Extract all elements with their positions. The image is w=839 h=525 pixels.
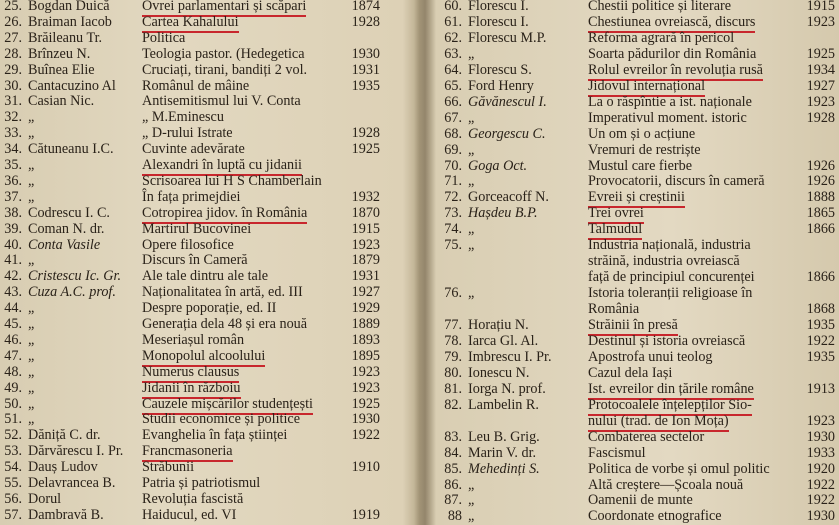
entry-year: 1879 (351, 252, 380, 269)
entry-year: 1866 (806, 269, 835, 286)
entry-author: Marin V. dr. (468, 444, 537, 461)
book-gutter (414, 0, 436, 525)
entry-title: Talmudul (588, 220, 642, 240)
entry-author: „ (468, 492, 475, 509)
entry-author: „ (28, 157, 35, 173)
entry-title: Cauzele mișcărilor studențești (142, 395, 313, 415)
entry-year: 1888 (806, 189, 835, 206)
entry-title: Politica (142, 29, 186, 46)
entry-num: 85. (444, 460, 462, 477)
entry-year: 1929 (351, 300, 380, 317)
entry-num: 74. (444, 221, 462, 238)
entry-num: 61. (444, 13, 462, 30)
entry-title: „ M.Eminescu (142, 109, 224, 126)
entry-title: Jidovul internațional (588, 77, 705, 97)
entry-author: „ (28, 395, 35, 412)
entry-title: Cruciați, tirani, bandiți 2 vol. (142, 61, 308, 78)
entry-num: 35. (4, 157, 22, 173)
entry-title: Vremuri de restriște (588, 141, 701, 158)
entry-author: Georgescu C. (468, 125, 546, 142)
entry-title: Destinul și istoria ovreiască (588, 332, 746, 349)
entry-num: 82. (444, 396, 462, 413)
entry-num: 44. (4, 300, 22, 317)
entry-year: 1928 (806, 109, 835, 126)
entry-author: Găvănescul I. (468, 93, 547, 110)
entry-year: 1922 (806, 476, 835, 493)
entry-title: Scrisoarea lui H S Chamberlain (142, 172, 322, 189)
entry-num: 40. (4, 236, 22, 253)
entry-author: Lambelin R. (468, 396, 539, 413)
entry-num: 57. (4, 506, 22, 523)
entry-author: „ (468, 508, 475, 525)
entry-year: 1893 (351, 331, 380, 348)
entry-num: 72. (444, 189, 462, 206)
entry-title: Reforma agrară în pericol (588, 29, 735, 46)
entry-year: 1925 (351, 395, 380, 412)
entry-year: 1889 (351, 316, 380, 332)
entry-year: 1926 (806, 157, 835, 174)
entry-author: Gorceacoff N. (468, 189, 549, 206)
entry-year: 1932 (351, 188, 380, 205)
entry-title: Teologia pastor. (Hedegetica (142, 45, 305, 62)
entry-num: 76. (444, 285, 462, 302)
entry-title: Ist. evreilor din țările române (588, 380, 754, 400)
entry-author: Horațiu N. (468, 317, 529, 333)
entry-num: 25. (4, 0, 22, 14)
entry-num: 83. (444, 428, 462, 445)
entry-year: 1910 (351, 459, 380, 476)
entry-title: Numerus clausus (142, 363, 239, 383)
entry-year: 1919 (351, 506, 380, 523)
entry-year: 1923 (351, 236, 380, 253)
entry-title: Francmasoneria (142, 442, 233, 462)
entry-title: străină, industria ovreiască (588, 253, 740, 270)
entry-author: Cristescu Ic. Gr. (28, 268, 122, 285)
entry-num: 65. (444, 77, 462, 94)
entry-year: 1922 (806, 332, 835, 349)
entry-title: Discurs în Cameră (142, 252, 248, 269)
entry-num: 43. (4, 284, 22, 301)
entry-title: Cotropirea jidov. în România (142, 204, 307, 224)
entry-author: Florescu M.P. (468, 29, 547, 46)
entry-year: 1934 (806, 61, 835, 78)
entry-year: 1895 (351, 347, 380, 364)
entry-title: Protocoalele înțelepților Sio- (588, 396, 752, 416)
entry-title: Cuvinte adevărate (142, 141, 245, 158)
entry-year: 1923 (351, 379, 380, 396)
entry-author: Bogdan Duică (28, 0, 110, 14)
entry-title: Românul de mâine (142, 77, 250, 94)
entry-author: „ (28, 379, 35, 396)
entry-year: 1868 (806, 301, 835, 318)
entry-title: Martirul Bucovinei (142, 220, 252, 237)
entry-num: 77. (444, 317, 462, 333)
entry-year: 1913 (806, 380, 835, 397)
entry-author: Dorul (28, 490, 62, 507)
entry-num: 50. (4, 395, 22, 412)
entry-author: Ionescu N. (468, 364, 530, 381)
entry-author: Dambravă B. (28, 506, 104, 523)
entry-title: La o răspîntie a ist. naționale (588, 93, 752, 110)
entry-year: 1935 (806, 317, 835, 333)
entry-author: Ford Henry (468, 77, 534, 94)
entry-title: Un om și o acțiune (588, 125, 696, 142)
entry-num: 38. (4, 204, 22, 221)
entry-title: Imperativul moment. istoric (588, 109, 747, 126)
entry-title: Mustul care fierbe (588, 157, 692, 174)
entry-num: 46. (4, 331, 22, 348)
entry-title: În fața primejdiei (142, 188, 241, 205)
entry-title: Chestii politice și literare (588, 0, 732, 14)
entry-num: 28. (4, 45, 22, 62)
entry-year: 1920 (806, 460, 835, 477)
entry-title: față de principiul concurenței (588, 269, 755, 286)
entry-author: Leu B. Grig. (468, 428, 540, 445)
entry-year: 1923 (351, 363, 380, 380)
entry-num: 54. (4, 459, 22, 476)
entry-year: 1928 (351, 13, 380, 30)
entry-author: Dărvărescu I. Pr. (28, 443, 124, 460)
entry-author: Coman N. dr. (28, 220, 105, 237)
entry-num: 80. (444, 364, 462, 381)
entry-author: „ (28, 347, 35, 364)
entry-num: 53. (4, 443, 22, 460)
entry-author: Dăniță C. dr. (28, 427, 101, 444)
entry-author: „ (28, 300, 35, 317)
entry-year: 1923 (806, 412, 835, 429)
entry-num: 84. (444, 444, 462, 461)
entry-title: Ale tale dintru ale tale (142, 268, 269, 285)
entry-num: 73. (444, 205, 462, 222)
entry-num: 69. (444, 141, 462, 158)
entry-year: 1922 (351, 427, 380, 444)
entry-author: „ (28, 411, 35, 428)
entry-title: Antisemitismul lui V. Conta (142, 93, 301, 110)
entry-num: 32. (4, 109, 22, 126)
entry-year: 1930 (806, 428, 835, 445)
entry-year: 1866 (806, 221, 835, 238)
entry-title: Combaterea sectelor (588, 428, 705, 445)
entry-author: Goga Oct. (468, 157, 528, 174)
entry-author: Cătuneanu I.C. (28, 141, 114, 158)
entry-author: Codrescu I. C. (28, 204, 110, 221)
entry-title: Provocatorii, discurs în cameră (588, 173, 765, 190)
entry-year: 1915 (806, 0, 835, 14)
entry-title: Despre poporație, ed. II (142, 300, 277, 317)
entry-year: 1926 (806, 173, 835, 190)
entry-author: „ (28, 316, 35, 332)
entry-author: Florescu S. (468, 61, 532, 78)
entry-num: 78. (444, 332, 462, 349)
entry-title: Jidanii în războiu (142, 379, 241, 399)
entry-num: 36. (4, 172, 22, 189)
entry-row (0, 506, 418, 524)
entry-author: Brînzeu N. (28, 45, 91, 62)
entry-num: 39. (4, 220, 22, 237)
entry-num: 49. (4, 379, 22, 396)
entry-num: 26. (4, 13, 22, 30)
entry-title: Haiducul, ed. VI (142, 506, 237, 523)
entry-author: „ (28, 331, 35, 348)
entry-title: Naționalitatea în artă, ed. III (142, 284, 303, 301)
entry-year: 1931 (351, 268, 380, 285)
entry-title: nului (trad. de Ion Moța) (588, 412, 729, 432)
entry-author: Conta Vasile (28, 236, 101, 253)
entry-year: 1922 (806, 492, 835, 509)
entry-author: Cantacuzino Al (28, 77, 116, 94)
entry-num: 52. (4, 427, 22, 444)
entry-num: 62. (444, 29, 462, 46)
entry-author: Delavrancea B. (28, 475, 116, 491)
entry-author: „ (468, 45, 475, 62)
entry-author: „ (468, 237, 475, 254)
entry-num: 86. (444, 476, 462, 493)
entry-num: 51. (4, 411, 22, 428)
entry-author: „ (468, 285, 475, 302)
entry-row (438, 507, 839, 525)
entry-year: 1870 (351, 204, 380, 221)
entry-author: Buînea Elie (28, 61, 95, 78)
entry-author: „ (468, 173, 475, 190)
left-page (0, 0, 418, 525)
entry-author: „ (468, 221, 475, 238)
entry-author: Casian Nic. (28, 93, 95, 110)
entry-title: Cartea Kahalului (142, 13, 239, 33)
entry-title: Meseriașul român (142, 331, 245, 348)
entry-title: Evanghelia în fața științei (142, 427, 288, 444)
entry-title: Cazul dela Iași (588, 364, 673, 381)
entry-author: „ (28, 172, 35, 189)
entry-author: Braiman Iacob (28, 13, 112, 30)
entry-author: Imbrescu I. Pr. (468, 348, 552, 365)
entry-title: Rolul evreilor în revoluția rusă (588, 61, 763, 81)
entry-year: 1865 (806, 205, 835, 222)
entry-author: „ (468, 109, 475, 126)
entry-year: 1935 (351, 77, 380, 94)
entry-title: „ D-rului Istrate (142, 125, 233, 142)
entry-author: Hașdeu B.P. (468, 205, 538, 222)
entry-year: 1933 (806, 444, 835, 461)
entry-title: Oamenii de munte (588, 492, 693, 509)
entry-num: 45. (4, 316, 22, 332)
entry-title: Monopolul alcoolului (142, 347, 265, 367)
entry-title: Străbunii (142, 459, 195, 476)
entry-title: Istoria toleranții religioase în (588, 285, 753, 302)
entry-num: 63. (444, 45, 462, 62)
entry-author: Mehedinți S. (468, 460, 540, 477)
entry-year: 1931 (351, 61, 380, 78)
entry-num: 34. (4, 141, 22, 158)
entry-title: Opere filosofice (142, 236, 234, 253)
entry-year: 1927 (351, 284, 380, 301)
entry-title: Fascismul (588, 444, 646, 461)
entry-title: Politica de vorbe și omul politic (588, 460, 770, 477)
entry-num: 68. (444, 125, 462, 142)
entry-title: Apostrofa unui teolog (588, 348, 713, 365)
entry-author: „ (468, 476, 475, 493)
entry-year: 1923 (806, 93, 835, 110)
entry-num: 87. (444, 492, 462, 509)
entry-year: 1874 (351, 0, 380, 14)
entry-year: 1925 (806, 45, 835, 62)
entry-title: România (588, 301, 640, 318)
entry-year: 1923 (806, 13, 835, 30)
entry-num: 71. (444, 173, 462, 190)
entry-author: Florescu I. (468, 13, 529, 30)
entry-num: 70. (444, 157, 462, 174)
entry-title: Industria națională, industria (588, 237, 751, 254)
entry-num: 56. (4, 490, 22, 507)
entry-title: Altă creștere—Școala nouă (588, 476, 744, 493)
entry-year: 1915 (351, 220, 380, 237)
entry-title: Soarta pădurilor din România (588, 45, 757, 62)
entry-num: 30. (4, 77, 22, 94)
entry-title: Străinii în presă (588, 316, 678, 336)
entry-title: Alexandri în luptă cu jidanii (142, 156, 302, 176)
entry-year: 1930 (351, 45, 380, 62)
entry-author: Florescu I. (468, 0, 529, 14)
entry-author: Iarca Gl. Al. (468, 332, 539, 349)
entry-author: Brăileanu Tr. (28, 29, 103, 46)
entry-num: 37. (4, 188, 22, 205)
entry-author: Dauș Ludov (28, 459, 98, 476)
entry-num: 33. (4, 125, 22, 142)
entry-num: 66. (444, 93, 462, 110)
right-page (438, 0, 839, 525)
entry-author: „ (28, 252, 35, 269)
entry-year: 1930 (351, 411, 380, 428)
entry-year: 1927 (806, 77, 835, 94)
entry-title: Ovrei parlamentari și scăpari (142, 0, 306, 17)
entry-num: 47. (4, 347, 22, 364)
entry-num: 64. (444, 61, 462, 78)
entry-num: 29. (4, 61, 22, 78)
entry-author: „ (28, 363, 35, 380)
entry-year: 1928 (351, 125, 380, 142)
entry-num: 79. (444, 348, 462, 365)
entry-num: 48. (4, 363, 22, 380)
entry-num: 75. (444, 237, 462, 254)
entry-year: 1930 (806, 508, 835, 525)
entry-author: Iorga N. prof. (468, 380, 546, 397)
entry-num: 42. (4, 268, 22, 285)
entry-title: Chestiunea ovreiască, discurs (588, 13, 755, 33)
entry-author: Cuza A.C. prof. (28, 284, 116, 301)
entry-title: Coordonate etnografice (588, 508, 722, 525)
entry-author: „ (468, 141, 475, 158)
entry-num: 60. (444, 0, 462, 14)
entry-title: Evreii și creștinii (588, 188, 685, 208)
entry-year: 1935 (806, 348, 835, 365)
entry-title: Revoluția fascistă (142, 490, 244, 507)
entry-num: 27. (4, 29, 22, 46)
entry-num: 81. (444, 380, 462, 397)
entry-author: „ (28, 125, 35, 142)
entry-num: 31. (4, 93, 22, 110)
entry-author: „ (28, 109, 35, 126)
entry-author: „ (28, 188, 35, 205)
entry-num: 88 (447, 508, 462, 525)
entry-num: 41. (4, 252, 22, 269)
entry-title: Patria și patriotismul (142, 475, 261, 491)
entry-title: Generația dela 48 și era nouă (142, 316, 308, 332)
entry-num: 55. (4, 475, 22, 491)
entry-num: 67. (444, 109, 462, 126)
entry-title: Trei ovrei (588, 204, 644, 224)
entry-title: Studii economice și politice (142, 411, 301, 428)
entry-year: 1925 (351, 141, 380, 158)
